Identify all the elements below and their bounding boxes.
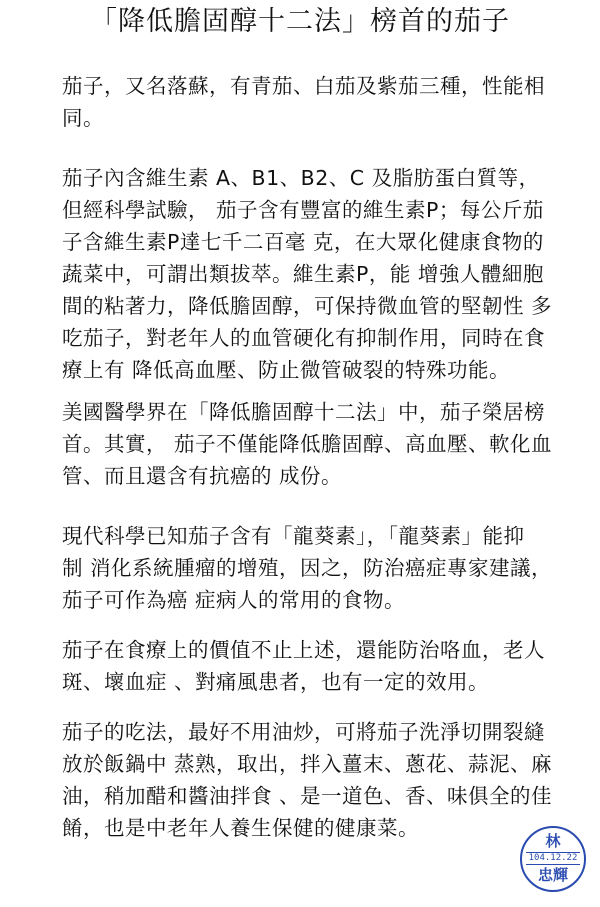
paragraph-5	[62, 634, 545, 698]
seal-surname: 林	[545, 832, 561, 850]
paragraph-6	[62, 716, 553, 844]
paragraph-line: 現代科學已知茄子含有「龍葵素」，「龍葵素」能抑	[62, 524, 525, 548]
page-title: 「降低膽固醇十二法」榜首的茄子	[90, 6, 510, 37]
seal-given-name: 忠輝	[537, 866, 568, 884]
paragraph-2	[62, 162, 553, 386]
seal-date: 104.12.22	[526, 852, 580, 865]
paragraph-line: 蔬菜中，可謂出類拔萃。維生素P，能 增強人體細胞	[62, 262, 544, 286]
paragraph-line: 餚，也是中老年人養生保健的健康菜。	[62, 816, 419, 840]
paragraph-line: 管、而且還含有抗癌的 成份。	[62, 464, 343, 488]
paragraph-line: 放於飯鍋中 蒸熟，取出，拌入薑末、蔥花、蒜泥、麻	[62, 752, 553, 776]
paragraph-line: 油，稍加醋和醬油拌食 、是一道色、香、味俱全的佳	[62, 784, 553, 808]
paragraph-line: 子含維生素P達七千二百毫 克，在大眾化健康食物的	[62, 230, 544, 254]
paragraph-line: 制 消化系統腫瘤的增殖，因之，防治癌症專家建議，	[62, 556, 553, 580]
paragraph-line: 茄子可作為癌 症病人的常用的食物。	[62, 588, 406, 612]
paragraph-line: 茄子內含維生素 A、B1、B2、C 及脂肪蛋白質等，	[62, 166, 540, 190]
paragraph-1	[62, 70, 545, 134]
paragraph-line: 同。	[62, 106, 104, 130]
paragraph-line: 間的粘著力，降低膽固醇，可保持微血管的堅韌性 多	[62, 294, 553, 318]
paragraph-line: 首。其實， 茄子不僅能降低膽固醇、高血壓、軟化血	[62, 432, 553, 456]
paragraph-line: 療上有 降低高血壓、防止微管破裂的特殊功能。	[62, 358, 511, 382]
paragraph-line: 茄子在食療上的價值不止上述，還能防治咯血，老人	[62, 638, 545, 662]
paragraph-line: 斑、壞血症 、對痛風患者，也有一定的效用。	[62, 670, 490, 694]
paragraph-line: 美國醫學界在「降低膽固醇十二法」中，茄子榮居榜	[62, 400, 545, 424]
paragraph-4	[62, 520, 553, 616]
paragraph-3	[62, 396, 553, 492]
paragraph-line: 茄子的吃法，最好不用油炒，可將茄子洗淨切開裂縫	[62, 720, 545, 744]
paragraph-line: 但經科學試驗， 茄子含有豐富的維生素P；每公斤茄	[62, 198, 544, 222]
name-seal-stamp	[520, 826, 586, 892]
paragraph-line: 吃茄子，對老年人的血管硬化有抑制作用，同時在食	[62, 326, 545, 350]
paragraph-line: 茄子，又名落蘇，有青茄、白茄及紫茄三種，性能相	[62, 74, 545, 98]
